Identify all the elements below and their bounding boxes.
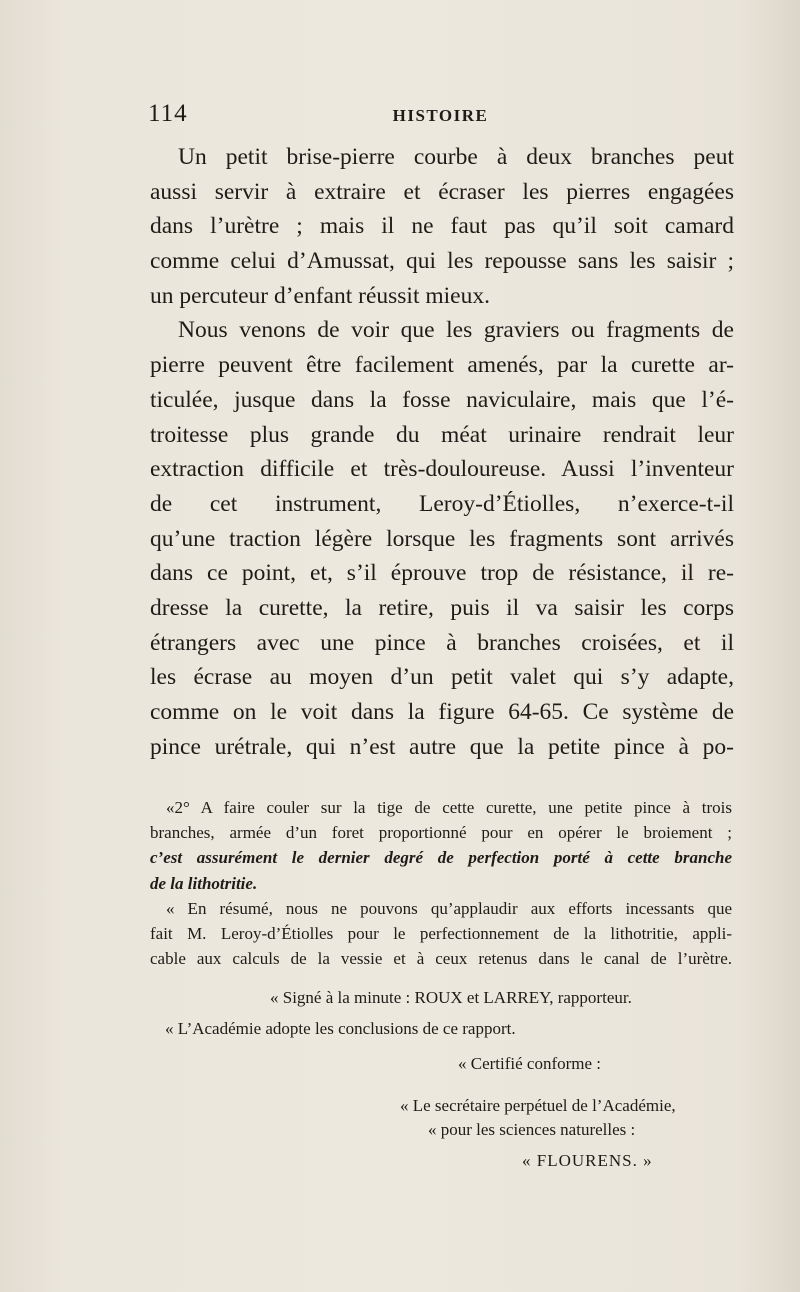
page-header [148, 100, 733, 134]
text-line: aussi servir à extraire et écraser les pierres engagées [150, 178, 734, 205]
main-text [150, 140, 734, 764]
signatory-name: « FLOURENS. » [522, 1151, 653, 1170]
page-number: 114 [148, 100, 188, 127]
text-line: étrangers avec une pince à branches croisées, et il [150, 629, 734, 656]
footnote-line: «2° A faire couler sur la tige de cette curette, une petite pince à trois [166, 798, 732, 817]
signature-line: « Signé à la minute : ROUX et LARREY, rapporteur. [270, 988, 632, 1007]
secretary-line: « Le secrétaire perpétuel de l’Académie, [400, 1096, 676, 1115]
footnote-line: branches, armée d’un foret proportionné pour en opérer le broiement ; [150, 823, 732, 843]
text-line: dresse la curette, la retire, puis il va saisir les corps [150, 594, 734, 621]
text-line: comme celui d’Amussat, qui les repousse sans les saisir ; [150, 248, 734, 275]
text-line: de cet instrument, Leroy-d’Étiolles, n’exerce-t-il [150, 490, 734, 517]
certified-line: « Certifié conforme : [458, 1054, 602, 1073]
text-line: extraction difficile et très-douloureuse. Aussi l’inventeur [150, 456, 734, 483]
sciences-line: « pour les sciences naturelles : [428, 1120, 636, 1139]
text-line: pince urétrale, qui n’est autre que la petite pince à po- [150, 733, 734, 760]
text-line: troitesse plus grande du méat urinaire rendrait leur [150, 421, 734, 448]
text-line: un percuteur d’enfant réussit mieux. [150, 282, 490, 309]
footnote [150, 795, 732, 971]
text-line: dans ce point, et, s’il éprouve trop de résistance, il re- [150, 560, 734, 587]
footnote-line: de la lithotritie. [150, 873, 258, 893]
text-line: Un petit brise-pierre courbe à deux branches peut [178, 144, 734, 170]
text-line: ticulée, jusque dans la fosse naviculaire, mais que l’é- [150, 386, 734, 413]
text-line: comme on le voit dans la figure 64-65. Ce système de [150, 699, 734, 725]
text-line: dans l’urètre ; mais il ne faut pas qu’il soit camard [150, 213, 734, 240]
running-head: HISTOIRE [392, 106, 489, 125]
footnote-line: cable aux calculs de la vessie et à ceux retenus dans le canal de l’urètre. [150, 949, 732, 969]
footnote-line: « En résumé, nous ne pouvons qu’applaudir aux efforts incessants que [166, 898, 732, 918]
text-line: qu’une traction légère lorsque les fragments sont arrivés [150, 525, 734, 552]
academy-line: « L’Académie adopte les conclusions de ce rapport. [165, 1019, 516, 1038]
footnote-line: c’est assurément le dernier degré de perfection porté à cette branche [150, 848, 732, 868]
text-line: les écrase au moyen d’un petit valet qui s’y adapte, [150, 664, 734, 691]
text-line: Nous venons de voir que les graviers ou fragments de [178, 317, 734, 344]
text-line: pierre peuvent être facilement amenés, par la curette ar- [150, 352, 734, 379]
footnote-line: fait M. Leroy-d’Étiolles pour le perfectionnement de la lithotritie, appli- [150, 923, 732, 943]
